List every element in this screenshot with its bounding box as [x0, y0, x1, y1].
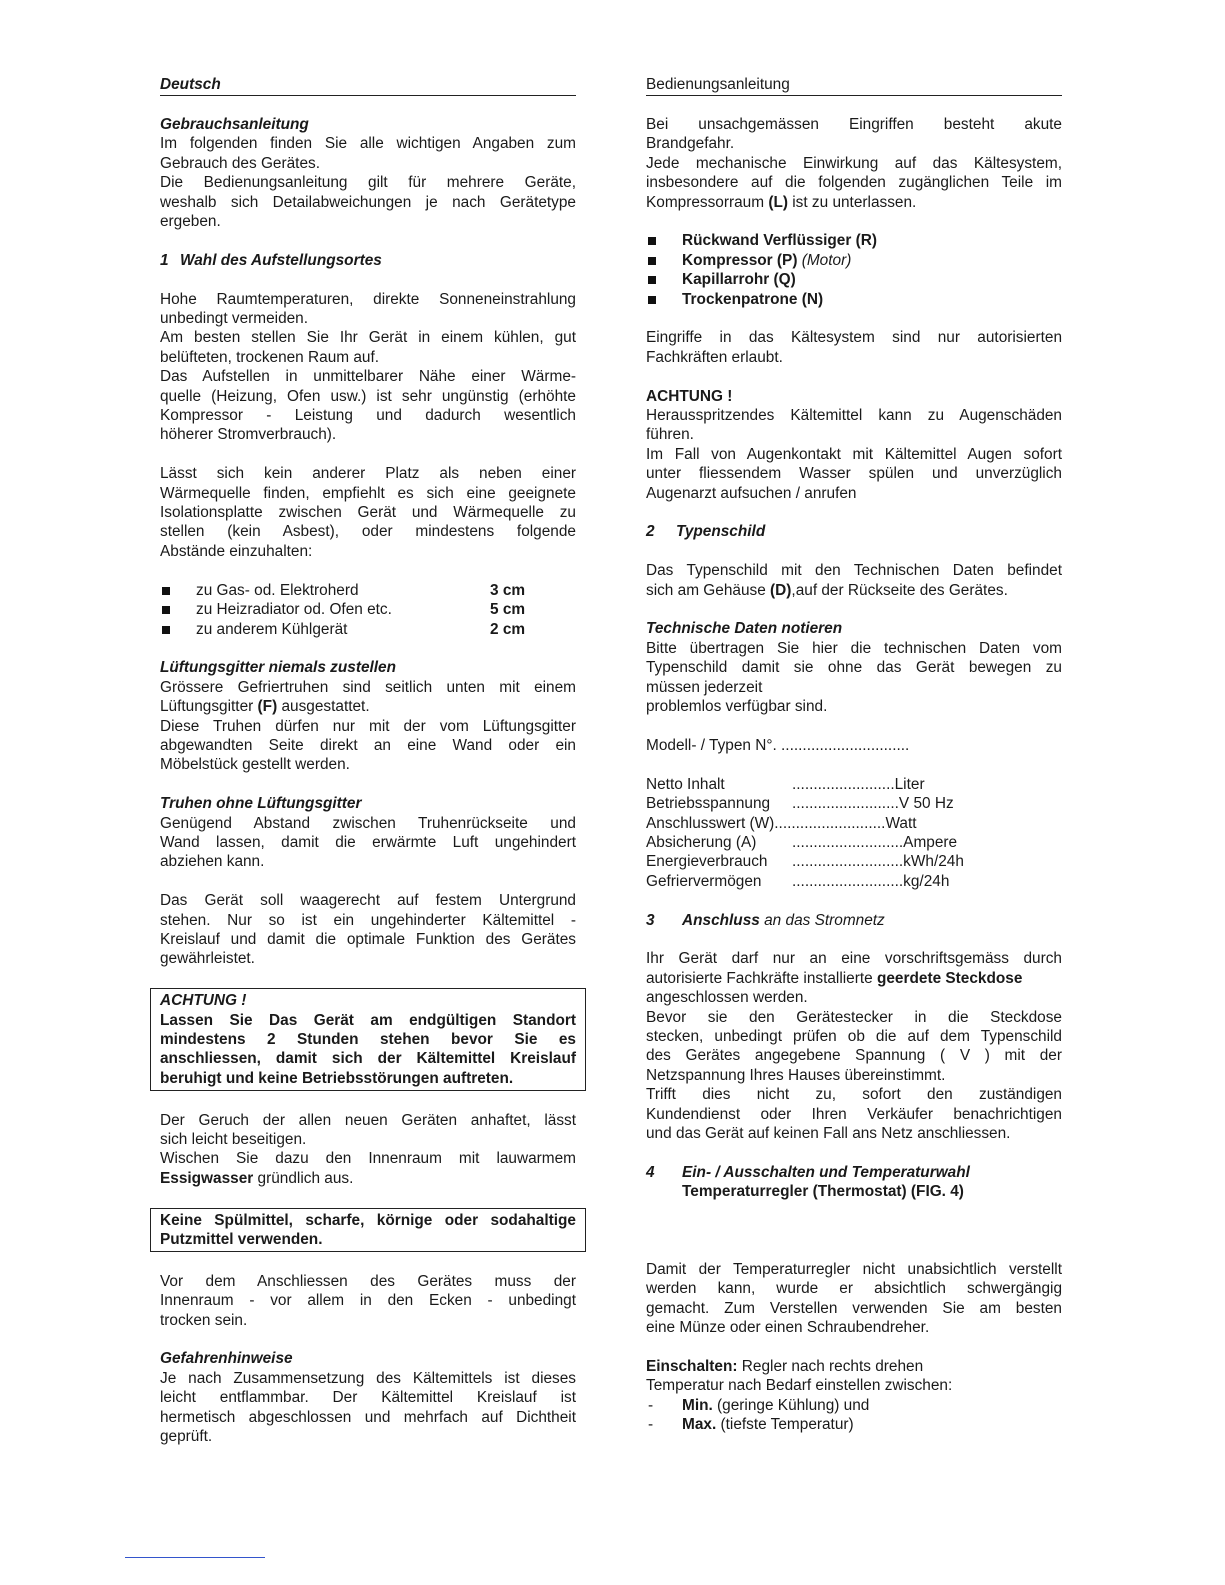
switch-on-line: Einschalten: Regler nach rechts drehen — [646, 1357, 924, 1375]
section-1-heading: 1 Wahl des Aufstellungsortes — [160, 251, 382, 269]
list-item: Trockenpatrone (N) — [646, 290, 1062, 309]
fire-paragraph: Bei unsachgemässen Eingriffen besteht akute Brandgefahr. — [646, 116, 1062, 153]
connect-paragraph-3: Trifft dies nicht zu, sofort den zuständigen Kundendienst oder Ihren Verkäufer benachrichtigen und das Gerät auf keinen Fall ans Netz anschliessen. — [646, 1086, 1062, 1142]
list-item: - Min. (geringe Kühlung) und — [646, 1396, 1062, 1415]
sec1-paragraph-1: Hohe Raumtemperaturen, direkte Sonneneinstrahlung unbedingt vermeiden. — [160, 290, 576, 328]
cleaning-warning-box: Keine Spülmittel, scharfe, körnige oder sodahaltige Putzmittel verwenden. — [150, 1208, 586, 1253]
eye-paragraph-2: Im Fall von Augenkontakt mit Kältemittel Augen sofort unter fliessendem Wasser spülen und unverzüglich Augenarzt aufsuchen / anrufen — [646, 445, 1062, 502]
warning-title-right: ACHTUNG ! — [646, 387, 733, 405]
mech-paragraph: Jede mechanische Einwirkung auf das Kältesystem, insbesondere auf die folgenden zugänglichen Teile im Kompressorraum (L) ist zu unterlassen. — [646, 154, 1062, 211]
usage-heading: Gebrauchsanleitung — [160, 116, 309, 133]
range-list — [646, 1396, 1062, 1435]
usage-paragraph-1: Im folgenden finden Sie alle wichtigen Angaben zum Gebrauch des Gerätes. — [160, 135, 576, 172]
header-language: Deutsch — [160, 75, 576, 96]
vent-heading: Lüftungsgitter niemals zustellen — [160, 659, 397, 677]
parts-list — [646, 231, 1062, 309]
spec-row: Betriebsspannung .........................V 50 Hz — [646, 795, 954, 813]
sec1-paragraph-2: Am besten stellen Sie Ihr Gerät in einem kühlen, gut belüfteten, trockenen Raum auf. — [160, 329, 576, 366]
novent-heading: Truhen ohne Lüftungsgitter — [160, 795, 362, 813]
spec-row: Netto Inhalt ........................Liter — [646, 775, 925, 793]
sec1-paragraph-3: Das Aufstellen in unmittelbarer Nähe einer Wärme- quelle (Heizung, Ofen usw.) ist sehr ungünstig (erhöhte Kompressor - Leistung und dadurch wesentlich höherer Stromverbrauch). — [160, 368, 576, 444]
plate-paragraph: Das Typenschild mit den Technischen Daten befindet sich am Gehäuse (D),auf der Rückseite des Gerätes. — [646, 562, 1062, 599]
section-4-heading: 4 Ein- / Ausschalten und Temperaturwahl — [646, 1163, 970, 1181]
section-3-heading: 3 Anschluss an das Stromnetz — [646, 911, 885, 929]
sec1-paragraph-4: Lässt sich kein anderer Platz als neben einer Wärmequelle finden, empfiehlt es sich eine geeignete Isolationsplatte zwischen Gerät und Wärmequelle zu stellen (kein Asbest), oder mindestens folgende Abstände einzuhalten: — [160, 465, 576, 560]
section-4-subheading: Temperaturregler (Thermostat) (FIG. 4) — [682, 1183, 964, 1201]
connect-paragraph-1: Ihr Gerät darf nur an eine vorschriftsgemäss durch autorisierte Fachkräfte installierte geerdete Steckdose angeschlossen werden. — [646, 950, 1062, 1007]
model-line: Modell- / Typen N°. .............................. — [646, 736, 910, 754]
right-column — [646, 75, 1062, 1434]
temperature-line: Temperatur nach Bedarf einstellen zwischen: — [646, 1377, 953, 1395]
header-title: Bedienungsanleitung — [646, 75, 1062, 96]
list-item: Kompressor (P) (Motor) — [646, 251, 1062, 270]
spec-list — [646, 775, 1062, 891]
tech-data-heading: Technische Daten notieren — [646, 620, 843, 638]
footer-line — [125, 1557, 265, 1558]
usage-paragraph-2: Die Bedienungsanleitung gilt für mehrere Geräte, weshalb sich Detailabweichungen je nach Gerätetype ergeben. — [160, 174, 576, 231]
level-paragraph: Das Gerät soll waagerecht auf festem Untergrund stehen. Nur so ist ein ungehinderter Kältemittel - Kreislauf und damit die optimale Funktion des Gerätes gewährleistet. — [160, 892, 576, 968]
tech-paragraph: Bitte übertragen Sie hier die technischen Daten vom Typenschild damit sie ohne das Gerät bewegen zu müssen jederzeit problemlos verfügbar sind. — [646, 639, 1062, 716]
section-2-heading: 2 Typenschild — [646, 523, 766, 541]
thermostat-paragraph: Damit der Temperaturregler nicht unabsichtlich verstellt werden kann, wurde er absichtlich schwergängig gemacht. Zum Verstellen verwenden Sie am besten eine Münze oder einen Schraubendreher. — [646, 1260, 1062, 1336]
list-item: zu Gas- od. Elektroherd 3 cm — [160, 581, 576, 600]
danger-heading: Gefahrenhinweise — [160, 1350, 293, 1368]
smell-paragraph-2: Wischen Sie dazu den Innenraum mit lauwarmem Essigwasser gründlich aus. — [160, 1150, 576, 1187]
novent-paragraph: Genügend Abstand zwischen Truhenrückseite und Wand lassen, damit die erwärmte Luft ungehindert abziehen kann. — [160, 814, 576, 871]
list-item: zu Heizradiator od. Ofen etc. 5 cm — [160, 600, 576, 619]
distance-list — [160, 581, 576, 639]
list-item: zu anderem Kühlgerät 2 cm — [160, 620, 576, 639]
list-item: Rückwand Verflüssiger (R) — [646, 231, 1062, 250]
spec-row: Gefriervermögen ..........................kg/24h — [646, 872, 950, 890]
spec-row: Energieverbrauch ..........................kWh/24h — [646, 853, 964, 871]
smell-paragraph-1: Der Geruch der allen neuen Geräten anhaftet, lässt sich leicht beseitigen. — [160, 1111, 576, 1148]
list-item: Kapillarrohr (Q) — [646, 270, 1062, 289]
list-item: - Max. (tiefste Temperatur) — [646, 1415, 1062, 1434]
left-column — [160, 75, 576, 1446]
spec-row: Anschlusswert (W)..........................Watt — [646, 814, 917, 832]
vent-paragraph-1: Grössere Gefriertruhen sind seitlich unten mit einem Lüftungsgitter (F) ausgestattet. — [160, 678, 576, 716]
auth-paragraph: Eingriffe in das Kältesystem sind nur autorisierten Fachkräften erlaubt. — [646, 329, 1062, 366]
spec-row: Absicherung (A) ..........................Ampere — [646, 833, 958, 851]
eye-paragraph-1: Herausspritzendes Kältemittel kann zu Augenschäden führen. — [646, 407, 1062, 444]
warning-box: ACHTUNG ! Lassen Sie Das Gerät am endgültigen Standort mindestens 2 Stunden stehen bevor Sie es anschliessen, damit sich der Kältemittel Kreislauf beruhigt und keine Betriebsstörungen auftreten. — [150, 988, 586, 1091]
dry-paragraph: Vor dem Anschliessen des Gerätes muss der Innenraum - vor allem in den Ecken - unbedingt trocken sein. — [160, 1272, 576, 1329]
connect-paragraph-2: Bevor sie den Gerätestecker in die Steckdose stecken, unbedingt prüfen ob die auf dem Typenschild des Gerätes angegebene Spannung ( V ) mit der Netzspannung Ihres Hauses übereinstimmt. — [646, 1008, 1062, 1084]
warning-title: ACHTUNG ! — [160, 992, 247, 1010]
vent-paragraph-2: Diese Truhen dürfen nur mit der vom Lüftungsgitter abgewandten Seite direkt an eine Wand oder ein Möbelstück gestellt werden. — [160, 717, 576, 774]
danger-paragraph: Je nach Zusammensetzung des Kältemittels ist dieses leicht entflammbar. Der Kältemittel Kreislauf ist hermetisch abgeschlossen und mehrfach auf Dichtheit geprüft. — [160, 1369, 576, 1446]
